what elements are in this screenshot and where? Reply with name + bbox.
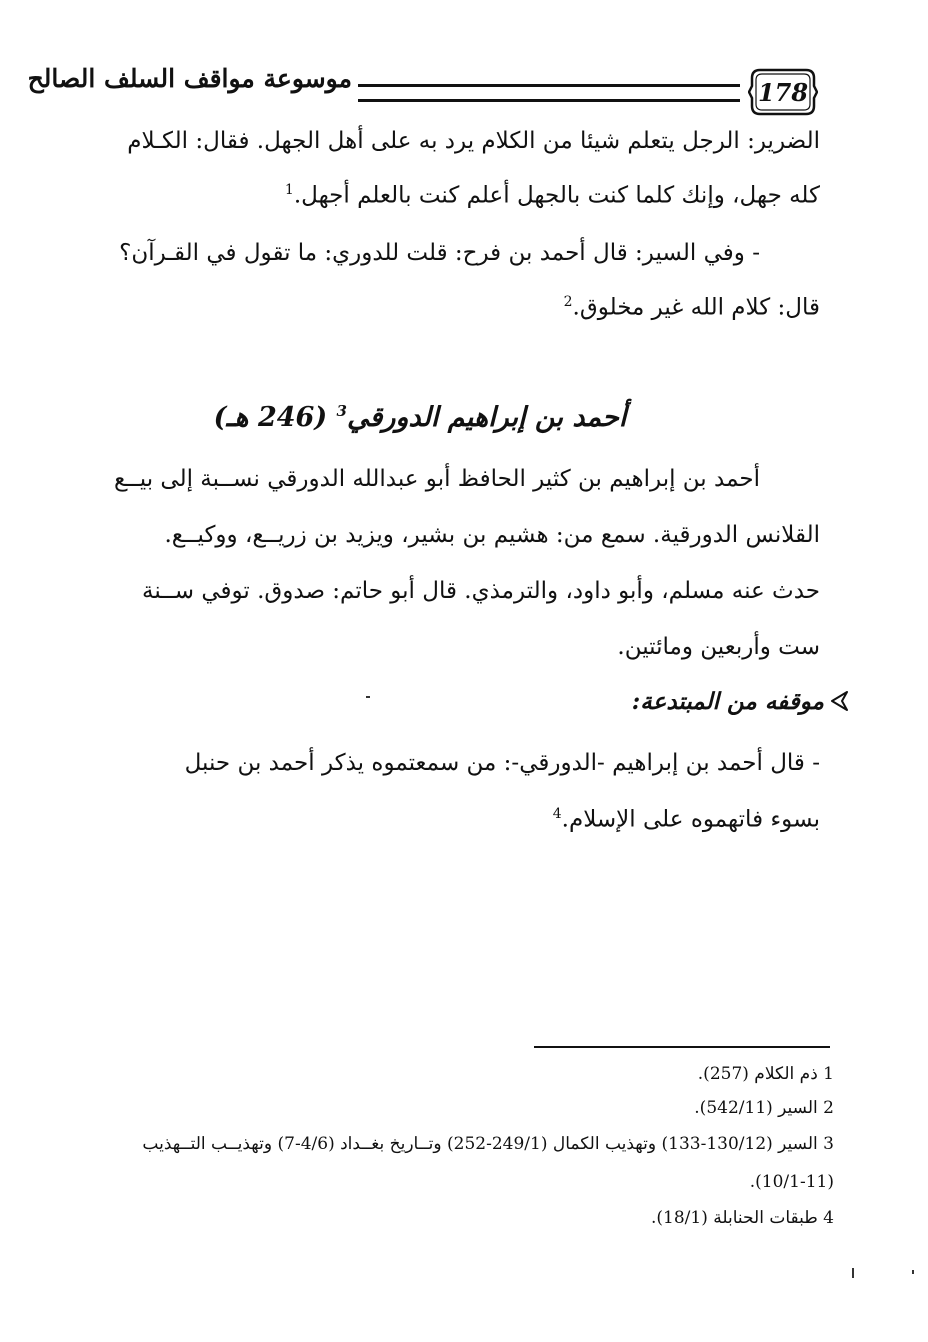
arrowhead-bullet-icon (830, 690, 848, 712)
page-number-badge (748, 66, 818, 118)
footnote-3-continued: (10/1-11). (749, 1172, 834, 1192)
bio-line-3 (80, 578, 820, 604)
book-title: موسوعة مواقف السلف الصالح (27, 64, 352, 93)
footnote-ref-4: 4 (552, 806, 562, 822)
footnote-ref-2: 2 (563, 294, 573, 310)
body-line-2 (80, 182, 820, 209)
body-line-2-text: كله جهل، وإنك كلما كنت بالجهل أعلم كنت بالعلم أجهل. (293, 182, 820, 209)
section-title-date: (246 هـ) (213, 402, 328, 433)
footnote-3: 3 السير (130/12-133) وتهذيب الكمال (249/1-252) وتــاريخ بغــداد (4/6-7) وتهذيــب التــهذيب (142, 1134, 834, 1154)
footnote-ref-1: 1 (284, 182, 294, 198)
scan-speck (852, 1268, 854, 1278)
section-title-name: أحمد بن إبراهيم الدورقي (346, 402, 627, 433)
section-title (160, 402, 680, 433)
stance-line-1-text: - قال أحمد بن إبراهيم -الدورقي-: من سمعتموه يذكر أحمد بن حنبل (184, 750, 820, 776)
footnote-ref-3: 3 (336, 402, 347, 420)
stance-heading: موقفه من المبتدعة: (631, 688, 824, 715)
body-line-1-text: الضرير: الرجل يتعلم شيئا من الكلام يرد به على أهل الجهل. فقال: الكـلام (127, 128, 820, 154)
bio-line-4-text: ست وأربعين ومائتين. (617, 634, 820, 660)
page-number: 178 (757, 77, 809, 107)
stance-line-1 (80, 750, 820, 776)
scan-speck (366, 696, 370, 698)
scan-speck (912, 1270, 914, 1274)
bio-line-4 (80, 634, 820, 660)
footnote-1: 1 ذم الكلام (257). (697, 1064, 834, 1084)
body-line-3-text: - وفي السير: قال أحمد بن فرح: قلت للدوري: ما تقول في القـرآن؟ (119, 240, 760, 266)
body-line-1 (80, 128, 820, 154)
body-line-3 (80, 240, 820, 266)
body-line-4 (80, 294, 820, 321)
bio-line-1 (80, 466, 820, 492)
bio-line-1-text: أحمد بن إبراهيم بن كثير الحافظ أبو عبدالله الدورقي نســبة إلى بيــع (114, 466, 760, 492)
footnote-separator (534, 1046, 830, 1048)
bio-line-2-text: القلانس الدورقية. سمع من: هشيم بن بشير، ويزيد بن زريــع، ووكيــع. (164, 522, 820, 548)
stance-line-2-text: بسوء فاتهموه على الإسلام. (561, 806, 820, 833)
footnote-4: 4 طبقات الحنابلة (18/1). (650, 1208, 834, 1228)
stance-line-2 (80, 806, 820, 833)
bio-line-3-text: حدث عنه مسلم، وأبو داود، والترمذي. قال أبو حاتم: صدوق. توفي ســنة (142, 578, 820, 604)
bio-line-2 (80, 522, 820, 548)
header-rule (358, 84, 740, 102)
running-header (27, 60, 832, 122)
footnote-2: 2 السير (542/11). (694, 1098, 834, 1118)
body-line-4-text: قال: كلام الله غير مخلوق. (572, 294, 820, 321)
